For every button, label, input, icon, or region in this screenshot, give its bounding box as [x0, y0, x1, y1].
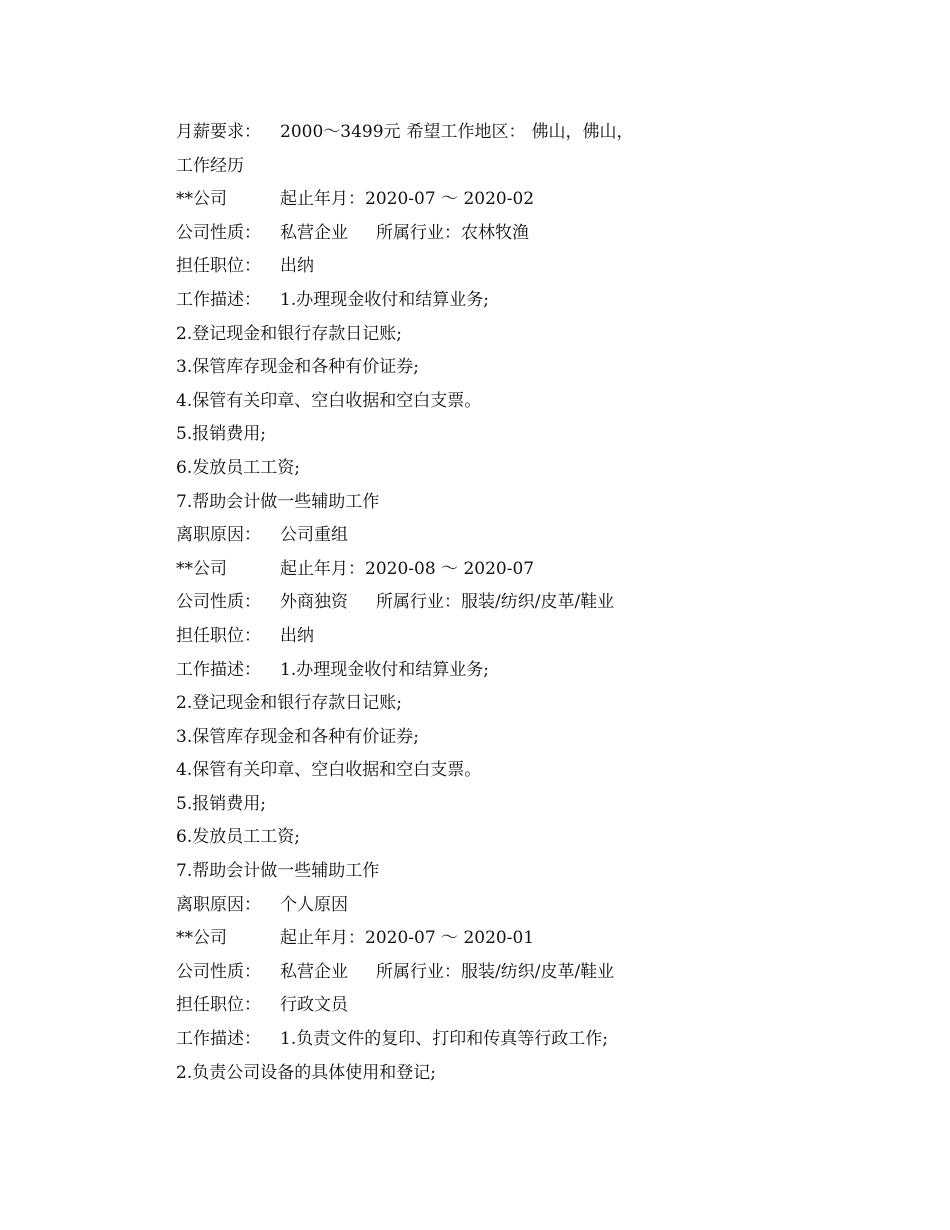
company-info	[176, 586, 876, 620]
leave-label: 离职原因：	[176, 894, 261, 915]
position-label: 担任职位：	[176, 256, 261, 277]
desc-item: 6.发放员工工资;	[176, 457, 300, 478]
desc-item: 5.报销费用;	[176, 793, 266, 814]
position-line	[176, 620, 876, 654]
desc-line	[176, 654, 876, 688]
location-value: 佛山，佛山，	[531, 122, 634, 142]
period-value: 2020-07 ～ 2020-01	[365, 928, 535, 949]
desc-label: 工作描述：	[176, 289, 261, 310]
company-name: **公司	[176, 558, 227, 579]
leave-label: 离职原因：	[176, 525, 261, 546]
position-label: 担任职位：	[176, 625, 261, 646]
leave-line	[176, 519, 876, 553]
desc-item: 2.登记现金和银行存款日记账;	[176, 693, 402, 714]
desc-line	[176, 284, 876, 318]
job-header	[176, 553, 876, 587]
period-label: 起止年月：	[280, 558, 365, 579]
desc-item: 6.发放员工工资;	[176, 827, 300, 848]
desc-item: 2.登记现金和银行存款日记账;	[176, 323, 402, 344]
position-value: 行政文员	[280, 995, 348, 1016]
period-label: 起止年月：	[280, 928, 365, 949]
desc-item: 3.保管库存现金和各种有价证券;	[176, 357, 419, 378]
nature-value: 私营企业	[280, 222, 348, 243]
desc-label: 工作描述：	[176, 659, 261, 680]
leave-value: 公司重组	[280, 525, 348, 546]
location-label: 希望工作地区：	[406, 122, 526, 142]
desc-item: 4.保管有关印章、空白收据和空白支票。	[176, 760, 482, 781]
industry-label: 所属行业：	[376, 592, 461, 613]
nature-label: 公司性质：	[176, 222, 261, 243]
period-value: 2020-08 ～ 2020-07	[365, 558, 535, 579]
job-header	[176, 922, 876, 956]
position-value: 出纳	[280, 256, 314, 277]
section-title: 工作经历	[176, 155, 244, 176]
nature-label: 公司性质：	[176, 961, 261, 982]
position-value: 出纳	[280, 625, 314, 646]
desc-item: 7.帮助会计做一些辅助工作	[176, 861, 380, 882]
company-name: **公司	[176, 928, 227, 949]
resume-body	[176, 116, 876, 1090]
desc-item: 2.负责公司设备的具体使用和登记;	[176, 1062, 436, 1083]
nature-value: 外商独资	[280, 592, 348, 613]
desc-label: 工作描述：	[176, 1029, 261, 1050]
desc-item: 3.保管库存现金和各种有价证券;	[176, 726, 419, 747]
nature-value: 私营企业	[280, 961, 348, 982]
position-line	[176, 989, 876, 1023]
salary-label: 月薪要求：	[176, 122, 261, 142]
position-line	[176, 250, 876, 284]
desc-item: 1.负责文件的复印、打印和传真等行政工作;	[280, 1029, 608, 1050]
leave-line	[176, 889, 876, 923]
salary-line	[176, 116, 876, 150]
industry-value: 农林牧渔	[461, 222, 529, 243]
desc-item: 1.办理现金收付和结算业务;	[280, 289, 489, 310]
nature-label: 公司性质：	[176, 592, 261, 613]
industry-value: 服装/纺织/皮革/鞋业	[461, 961, 615, 982]
desc-item: 4.保管有关印章、空白收据和空白支票。	[176, 390, 482, 411]
desc-item: 7.帮助会计做一些辅助工作	[176, 491, 380, 512]
industry-value: 服装/纺织/皮革/鞋业	[461, 592, 615, 613]
desc-line	[176, 1023, 876, 1057]
period-label: 起止年月：	[280, 189, 365, 210]
company-info	[176, 217, 876, 251]
industry-label: 所属行业：	[376, 222, 461, 243]
period-value: 2020-07 ～ 2020-02	[365, 189, 535, 210]
position-label: 担任职位：	[176, 995, 261, 1016]
desc-item: 5.报销费用;	[176, 424, 266, 445]
job-header	[176, 183, 876, 217]
salary-value: 2000～3499元	[280, 122, 401, 142]
company-name: **公司	[176, 189, 227, 210]
industry-label: 所属行业：	[376, 961, 461, 982]
leave-value: 个人原因	[280, 894, 348, 915]
company-info	[176, 956, 876, 990]
desc-item: 1.办理现金收付和结算业务;	[280, 659, 489, 680]
